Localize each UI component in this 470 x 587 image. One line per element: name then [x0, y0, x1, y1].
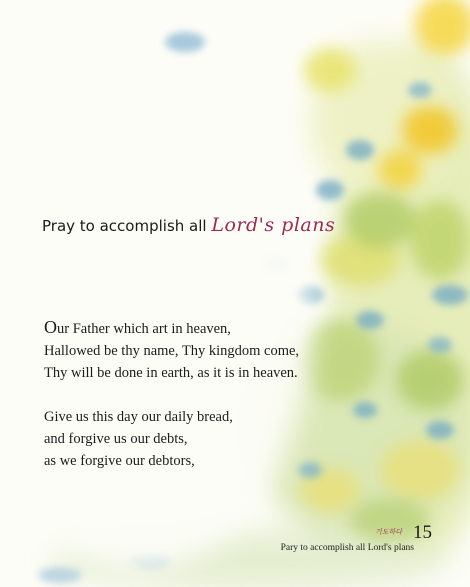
prayer-line-1: Our Father which art in heaven, — [44, 317, 231, 337]
page-footer — [281, 528, 414, 555]
footer-script-mark: 기도하다 — [374, 528, 402, 536]
prayer-line-4: Give us this day our daily bread, — [44, 409, 233, 425]
footer-caption: Pary to accomplish all Lord's plans — [280, 543, 414, 553]
prayer-line-6: as we forgive our debtors, — [44, 453, 195, 469]
prayer-line-5: and forgive us our debts, — [44, 431, 188, 447]
heading-prefix: Pray to accomplish all — [42, 217, 207, 235]
prayer-text — [44, 316, 299, 472]
page-number: 15 — [413, 522, 432, 543]
heading-script-text: Lord's plans — [211, 214, 336, 236]
prayer-line-2: Hallowed be thy name, Thy kingdom come, — [44, 343, 300, 359]
dropcap: O — [44, 317, 57, 337]
prayer-line-3: Thy will be done in earth, as it is in heaven. — [44, 365, 298, 381]
page-heading — [42, 214, 335, 236]
stanza-gap — [44, 384, 299, 406]
